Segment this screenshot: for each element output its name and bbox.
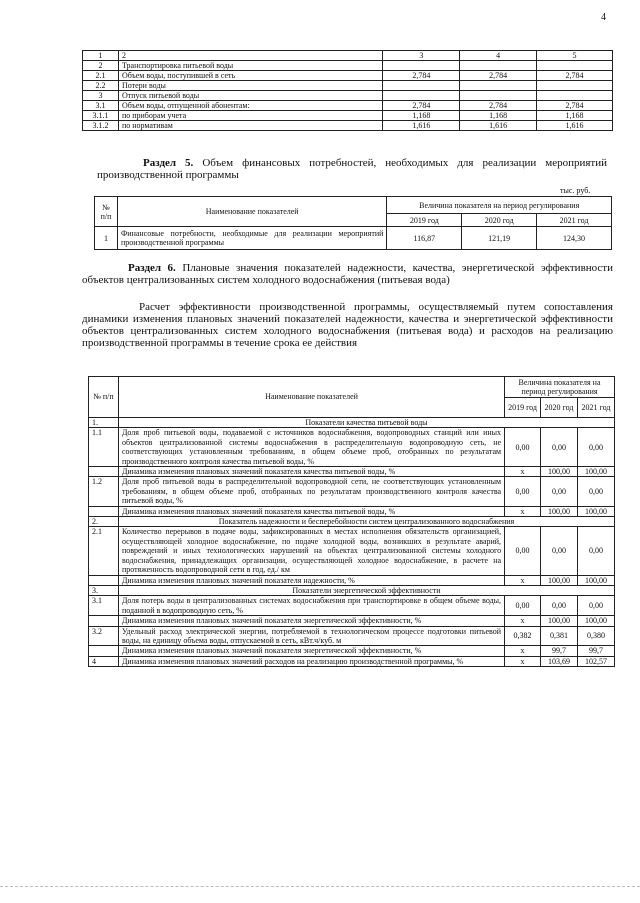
- row-value: x: [505, 646, 541, 656]
- header-year: 2019 год: [387, 214, 462, 227]
- row-value: 0,00: [505, 527, 541, 575]
- row-num: 1: [95, 227, 118, 250]
- row-value: 100,00: [541, 616, 578, 626]
- row-name: Доля проб питьевой воды, подаваемой с источников водоснабжения, водопроводных станций или иных объектов централизованной системы водоснабжения в распределительную водопроводную сеть, не соответствующих установленным требованиям, в общем объеме проб, отобранных по результатам производственного контроля качества питьевой воды, %: [118, 428, 504, 467]
- row-value: 1,616: [460, 121, 537, 131]
- table-row: [83, 81, 613, 91]
- header-year: 2019 год: [505, 398, 541, 418]
- unit-label: тыс. руб.: [560, 186, 591, 195]
- page-number: 4: [601, 12, 606, 23]
- row-value: 0,00: [541, 477, 578, 506]
- row-value: x: [505, 656, 541, 666]
- table-row: [89, 596, 615, 616]
- row-value: 103,69: [541, 656, 578, 666]
- table-row: [83, 61, 613, 71]
- row-value: x: [505, 616, 541, 626]
- row-name: по нормативам: [118, 121, 382, 131]
- row-value: 102,57: [578, 656, 615, 666]
- row-value: 1,616: [383, 121, 460, 131]
- row-name: Динамика изменения плановых значений показателя энергетической эффективности, %: [118, 646, 504, 656]
- row-name: Объем воды, поступившей в сеть: [118, 71, 382, 81]
- row-value: 100,00: [578, 616, 615, 626]
- table-row: [83, 71, 613, 81]
- row-num: 3.1.2: [83, 121, 119, 131]
- row-value: 0,00: [578, 596, 615, 616]
- header-year: 2020 год: [541, 398, 578, 418]
- row-value: 1,616: [537, 121, 613, 131]
- row-value: 124,30: [537, 227, 612, 250]
- row-num: [89, 575, 119, 585]
- row-name: по приборам учета: [118, 111, 382, 121]
- section-num: 2.: [89, 517, 119, 527]
- table-header-row: [83, 51, 613, 61]
- row-value: 0,381: [541, 626, 578, 646]
- section-row: [89, 585, 615, 595]
- row-name: Потери воды: [118, 81, 382, 91]
- row-num: 2.1: [83, 71, 119, 81]
- row-value: 0,00: [541, 596, 578, 616]
- row-value: [537, 61, 613, 71]
- table-row: [83, 91, 613, 101]
- row-num: 3.1.1: [83, 111, 119, 121]
- table-row: [89, 467, 615, 477]
- section-5-heading: [97, 157, 607, 181]
- row-value: [383, 81, 460, 91]
- row-value: 100,00: [541, 575, 578, 585]
- row-name: Доля потерь воды в централизованных системах водоснабжения при транспортировке в общем объеме воды, поданной в водопроводную сеть, %: [118, 596, 504, 616]
- section-title: Показатели энергетической эффективности: [118, 585, 614, 595]
- section-5-title: Объем финансовых потребностей, необходимых для реализации мероприятий производственной программы: [97, 157, 607, 181]
- table-row: [89, 527, 615, 575]
- row-value: 2,784: [383, 71, 460, 81]
- row-value: 4: [460, 51, 537, 61]
- row-name: Динамика изменения плановых значений показателя энергетической эффективности, %: [118, 616, 504, 626]
- table-row: [89, 626, 615, 646]
- page-bottom-edge: [0, 886, 640, 887]
- row-value: 0,00: [578, 527, 615, 575]
- header-num: № п/п: [95, 197, 118, 227]
- header-name: Наименование показателей: [118, 377, 504, 418]
- row-value: 1,168: [383, 111, 460, 121]
- row-value: 100,00: [578, 575, 615, 585]
- table-row: [89, 477, 615, 506]
- row-value: 5: [537, 51, 613, 61]
- row-value: 0,00: [541, 527, 578, 575]
- row-num: 3.1: [89, 596, 119, 616]
- section-6-label: Раздел 6.: [128, 262, 176, 274]
- row-value: 1,168: [537, 111, 613, 121]
- table-row: [89, 616, 615, 626]
- section-num: 3.: [89, 585, 119, 595]
- row-num: 1: [83, 51, 119, 61]
- row-value: 2,784: [537, 101, 613, 111]
- header-num: № п/п: [89, 377, 119, 418]
- table-row: [83, 101, 613, 111]
- row-value: 2,784: [537, 71, 613, 81]
- row-name: Объем воды, отпущенной абонентам:: [118, 101, 382, 111]
- header-year: 2021 год: [578, 398, 615, 418]
- section-6-title: Плановые значения показателей надежности, качества, энергетической эффективности объектов централизованных систем холодного водоснабжения (питьевая вода): [82, 262, 613, 286]
- row-num: 3.1: [83, 101, 119, 111]
- row-value: [383, 61, 460, 71]
- row-name: Отпуск питьевой воды: [118, 91, 382, 101]
- row-value: [460, 61, 537, 71]
- section-5-label: Раздел 5.: [143, 157, 194, 169]
- section-num: 1.: [89, 418, 119, 428]
- row-value: 0,00: [505, 477, 541, 506]
- financial-needs-table: [94, 196, 612, 250]
- row-num: 2: [83, 61, 119, 71]
- row-value: 0,00: [505, 428, 541, 467]
- row-value: x: [505, 506, 541, 516]
- table-row: [89, 506, 615, 516]
- row-num: 2.2: [83, 81, 119, 91]
- section-row: [89, 517, 615, 527]
- header-period: Величина показателя на период регулирования: [505, 377, 615, 398]
- row-name: Удельный расход электрической энергии, потребляемой в технологическом процессе подготовки питьевой воды, на единицу объема воды, отпускаемой в сеть, кВт.ч/куб. м: [118, 626, 504, 646]
- row-num: 1.1: [89, 428, 119, 467]
- row-name: Доля проб питьевой воды в распределительной водопроводной сети, не соответствующих установленным требованиям, в общем объеме проб, отобранных по результатам производственного контроля качества питьевой воды, %: [118, 477, 504, 506]
- table-row: [83, 111, 613, 121]
- row-value: x: [505, 467, 541, 477]
- row-name: Финансовые потребности, необходимые для реализации мероприятий производственной программы: [117, 227, 386, 250]
- row-value: 0,380: [578, 626, 615, 646]
- row-value: [460, 91, 537, 101]
- header-year: 2020 год: [462, 214, 537, 227]
- row-name: Количество перерывов в подаче воды, зафиксированных в местах исполнения обязательств организацией, осуществляющей холодное водоснабжение, по подаче холодной воды, возникших в результате аварий, повреждений и иных технологических нарушений на объектах централизованной системы холодного водоснабжения, принадлежащих организации, осуществляющей холодное водоснабжение, в расчете на протяженность водопроводной сети в год, ед./ км: [118, 527, 504, 575]
- section-title: Показатель надежности и бесперебойности систем централизованного водоснабжения: [118, 517, 614, 527]
- row-value: 0,00: [578, 428, 615, 467]
- table-row: [89, 646, 615, 656]
- row-value: 0,00: [578, 477, 615, 506]
- row-num: [89, 646, 119, 656]
- row-num: [89, 616, 119, 626]
- row-num: 4: [89, 656, 119, 666]
- section-title: Показатели качества питьевой воды: [118, 418, 614, 428]
- row-value: 2,784: [383, 101, 460, 111]
- row-value: 0,00: [505, 596, 541, 616]
- row-value: [537, 91, 613, 101]
- row-value: 0,00: [541, 428, 578, 467]
- row-value: 2,784: [460, 71, 537, 81]
- table-row: [83, 121, 613, 131]
- header-name: Наименование показателей: [117, 197, 386, 227]
- table-row: [89, 575, 615, 585]
- row-value: 2,784: [460, 101, 537, 111]
- row-value: 99,7: [541, 646, 578, 656]
- row-name: Динамика изменения плановых значений показателя надежности, %: [118, 575, 504, 585]
- row-value: [383, 91, 460, 101]
- header-period: Величина показателя на период регулирования: [387, 197, 612, 214]
- row-name: 2: [118, 51, 382, 61]
- row-num: [89, 467, 119, 477]
- row-value: 1,168: [460, 111, 537, 121]
- indicators-table: [88, 376, 615, 667]
- row-value: 100,00: [541, 506, 578, 516]
- row-value: [460, 81, 537, 91]
- row-value: 3: [383, 51, 460, 61]
- section-row: [89, 418, 615, 428]
- row-value: 121,19: [462, 227, 537, 250]
- section-6-heading: [82, 262, 613, 286]
- row-value: [537, 81, 613, 91]
- row-num: [89, 506, 119, 516]
- water-balance-table: [82, 50, 613, 131]
- row-value: x: [505, 575, 541, 585]
- row-name: Динамика изменения плановых значений показателя качества питьевой воды, %: [118, 467, 504, 477]
- row-value: 100,00: [541, 467, 578, 477]
- row-value: 0,382: [505, 626, 541, 646]
- table-row: [89, 428, 615, 467]
- table-row: [89, 656, 615, 666]
- row-value: 100,00: [578, 467, 615, 477]
- row-value: 100,00: [578, 506, 615, 516]
- row-name: Динамика изменения плановых значений показателя качества питьевой воды, %: [118, 506, 504, 516]
- row-name: Транспортировка питьевой воды: [118, 61, 382, 71]
- efficiency-paragraph: Расчет эффективности производственной программы, осуществляемый путем сопоставления динамики изменения плановых значений показателей надежности, качества и энергетической эффективности объектов централизованных систем холодного водоснабжения (питьевая вода) и расходов на реализацию производственной программы в течение срока ее действия: [82, 301, 613, 349]
- header-year: 2021 год: [537, 214, 612, 227]
- row-num: 3: [83, 91, 119, 101]
- row-num: 3.2: [89, 626, 119, 646]
- row-value: 99,7: [578, 646, 615, 656]
- row-value: 116,87: [387, 227, 462, 250]
- row-num: 1.2: [89, 477, 119, 506]
- row-num: 2.1: [89, 527, 119, 575]
- row-name: Динамика изменения плановых значений расходов на реализацию производственной программы, %: [118, 656, 504, 666]
